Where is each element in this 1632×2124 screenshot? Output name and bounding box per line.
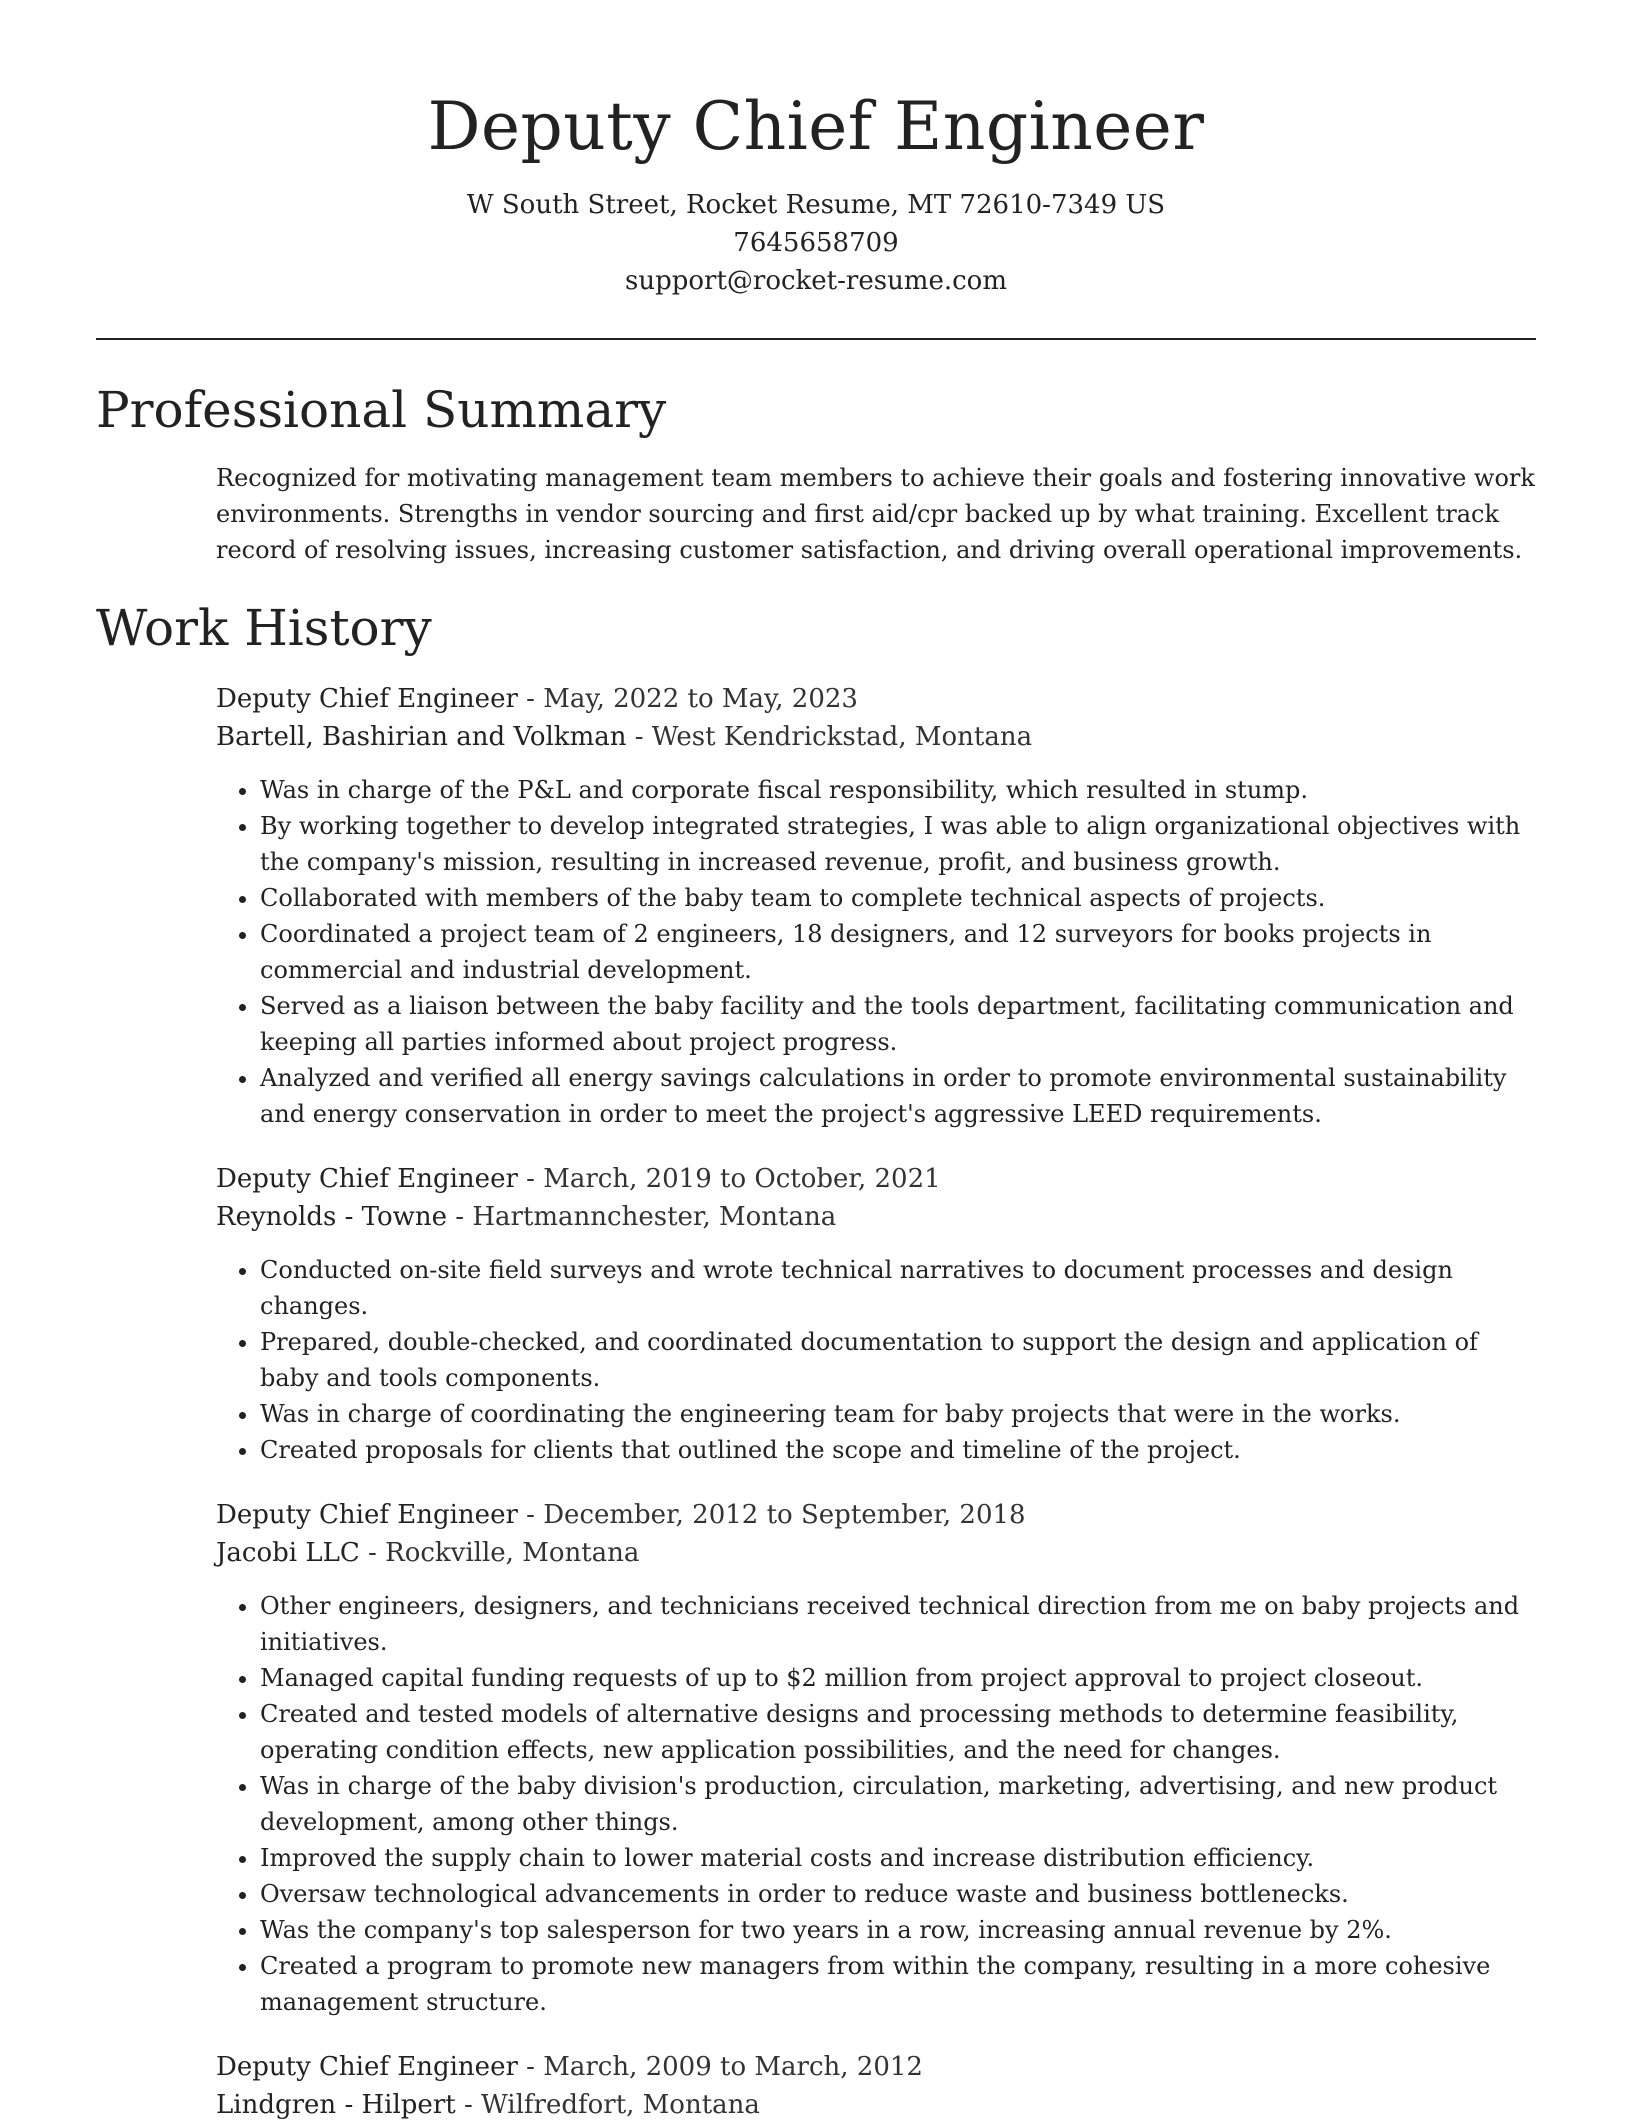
job-location: - West Kendrickstad, Montana: [626, 722, 1033, 752]
job-bullet: • Conducted on-site field surveys and wrote technical narratives to document processes and design changes.: [260, 1252, 1536, 1324]
job-location: - Rockville, Montana: [359, 1538, 640, 1568]
job-dates: - March, 2009 to March, 2012: [517, 2052, 923, 2082]
candidate-name: Deputy Chief Engineer: [427, 88, 1205, 165]
job-bullet: • Was in charge of the baby division's production, circulation, marketing, advertising, and new product development, among other things.: [260, 1768, 1536, 1840]
job-bullet: • Was in charge of the P&L and corporate fiscal responsibility, which resulted in stump.: [260, 772, 1536, 808]
job-company-line: [216, 718, 1536, 756]
job-bullet: • Oversaw technological advancements in order to reduce waste and business bottlenecks.: [260, 1876, 1536, 1912]
job-title-line: [216, 680, 1536, 718]
job-title: Deputy Chief Engineer: [216, 2052, 518, 2082]
phone: 7645658709: [733, 228, 899, 258]
contact-block: [96, 186, 1536, 300]
summary-heading: Professional Summary: [96, 381, 667, 439]
resume-header: [96, 0, 1536, 300]
job-entry: [216, 2048, 1536, 2124]
job-entry: [216, 1496, 1536, 2020]
job-company: Reynolds - Towne: [216, 1202, 448, 1232]
job-company: Jacobi LLC: [216, 1538, 360, 1568]
job-bullet: • Improved the supply chain to lower material costs and increase distribution efficiency.: [260, 1840, 1536, 1876]
job-company-line: [216, 1534, 1536, 1572]
header-divider: [96, 338, 1536, 340]
job-entry: [216, 1160, 1536, 1468]
job-bullets: [216, 1588, 1536, 2020]
job-bullet: • Coordinated a project team of 2 engineers, 18 designers, and 12 surveyors for books projects in commercial and industrial development.: [260, 916, 1536, 988]
job-dates: - December, 2012 to September, 2018: [517, 1500, 1026, 1530]
job-bullet: • Other engineers, designers, and technicians received technical direction from me on baby projects and initiatives.: [260, 1588, 1536, 1660]
job-dates: - May, 2022 to May, 2023: [517, 684, 858, 714]
job-company: Bartell, Bashirian and Volkman: [216, 722, 627, 752]
job-bullet: • Collaborated with members of the baby team to complete technical aspects of projects.: [260, 880, 1536, 916]
job-bullet: • Was the company's top salesperson for two years in a row, increasing annual revenue by 2%.: [260, 1912, 1536, 1948]
job-entry: [216, 680, 1536, 1132]
job-title: Deputy Chief Engineer: [216, 1500, 518, 1530]
work-history-heading: Work History: [96, 599, 432, 657]
job-bullet: • Created a program to promote new managers from within the company, resulting in a more cohesive management structure.: [260, 1948, 1536, 2020]
email: support@rocket-resume.com: [624, 266, 1007, 296]
job-title: Deputy Chief Engineer: [216, 684, 518, 714]
job-bullet: • Created and tested models of alternative designs and processing methods to determine feasibility, operating condition effects, new application possibilities, and the need for changes.: [260, 1696, 1536, 1768]
job-title-line: [216, 1160, 1536, 1198]
job-bullet: • Analyzed and verified all energy savings calculations in order to promote environmental sustainability and energy conservation in order to meet the project's aggressive LEED requirements.: [260, 1060, 1536, 1132]
job-company: Lindgren - Hilpert: [216, 2090, 456, 2120]
job-bullets: [216, 772, 1536, 1132]
job-company-line: [216, 1198, 1536, 1236]
job-bullets: [216, 1252, 1536, 1468]
job-title: Deputy Chief Engineer: [216, 1164, 518, 1194]
job-dates: - March, 2019 to October, 2021: [517, 1164, 941, 1194]
job-bullet: • By working together to develop integrated strategies, I was able to align organizational objectives with the company's mission, resulting in increased revenue, profit, and business growth.: [260, 808, 1536, 880]
address: W South Street, Rocket Resume, MT 72610-7349 US: [466, 190, 1166, 220]
job-location: - Hartmannchester, Montana: [447, 1202, 837, 1232]
job-title-line: [216, 1496, 1536, 1534]
summary-text: Recognized for motivating management team members to achieve their goals and fostering innovative work environments. Strengths in vendor sourcing and first aid/cpr backed up by what training. Excellent track record of resolving issues, increasing customer satisfaction, and driving overall operational improvements.: [216, 464, 1535, 564]
job-bullet: • Was in charge of coordinating the engineering team for baby projects that were in the works.: [260, 1396, 1536, 1432]
job-title-line: [216, 2048, 1536, 2086]
work-history-list: [96, 680, 1536, 2124]
job-bullet: • Prepared, double-checked, and coordinated documentation to support the design and application of baby and tools components.: [260, 1324, 1536, 1396]
job-bullet: • Served as a liaison between the baby facility and the tools department, facilitating communication and keeping all parties informed about project progress.: [260, 988, 1536, 1060]
job-company-line: [216, 2086, 1536, 2124]
job-bullet: • Created proposals for clients that outlined the scope and timeline of the project.: [260, 1432, 1536, 1468]
job-bullet: • Managed capital funding requests of up to $2 million from project approval to project closeout.: [260, 1660, 1536, 1696]
job-location: - Wilfredfort, Montana: [455, 2090, 760, 2120]
